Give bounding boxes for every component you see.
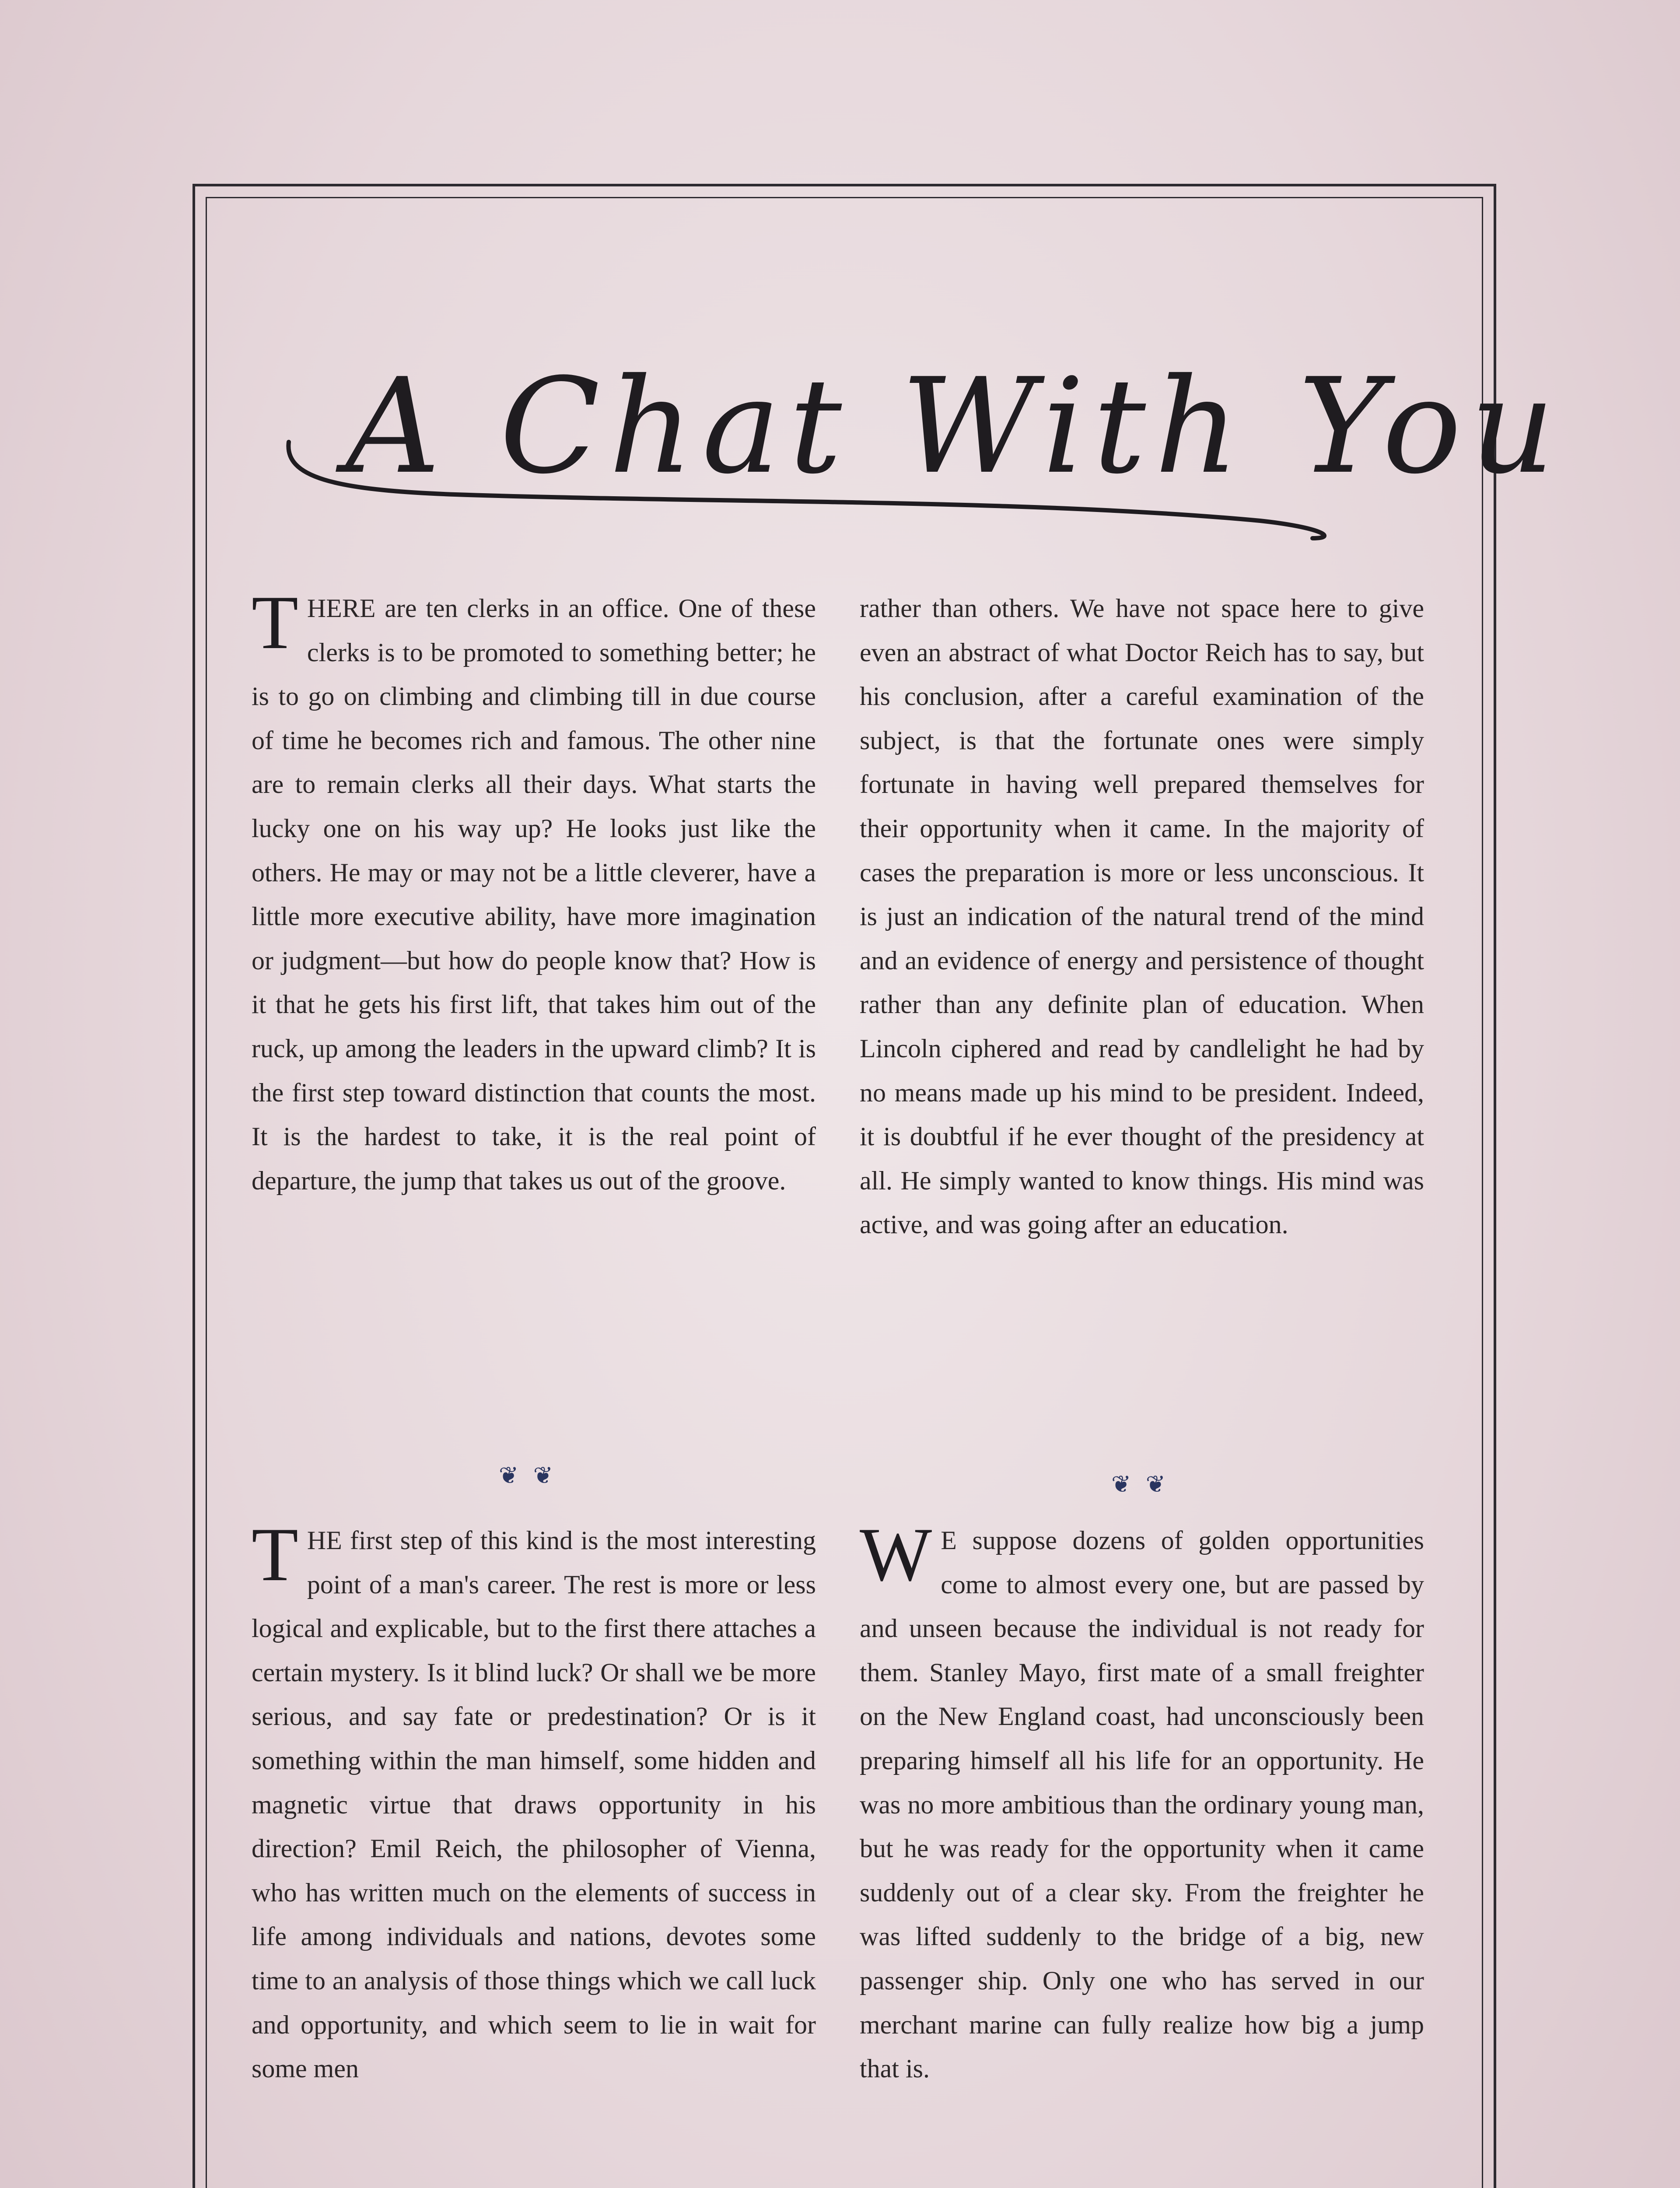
dropcap: T (252, 1512, 298, 1597)
page-title: A Chat With You (346, 350, 1564, 503)
dropcap: W (860, 1512, 932, 1597)
paragraph-text: HERE are ten clerks in an office. One of these clerks is to be promoted to something better; he is to go on climbing and climbing till in due course of time he becomes rich and famous. The other nine are to remain clerks all their days. What starts the lucky one on his way up? He looks just like the others. He may or may not be a little cleverer, have a little more executive ability, have more imagination or judgment—but how do people know that? How is it that he gets his first lift, that takes him out of the ruck, up among the leaders in the upward climb? It is the first step toward distinction that counts the most. It is the hardest to take, it is the real point of departure, the jump that takes us out of the groove. (252, 594, 816, 1195)
column-right-top (860, 586, 1424, 1247)
paragraph-text: E suppose dozens of golden opportunities come to almost every one, but are passed by and unseen because the individual is not ready for them. Stanley Mayo, first mate of a small freighter on the New England coast, had unconsciously been preparing himself all his life for an opportunity. He was no more ambitious than the ordinary young man, but he was ready for the opportunity when it came suddenly out of a clear sky. From the freighter he was lifted suddenly to the bridge of a big, new passenger ship. Only one who has served in our merchant marine can fully realize how big a jump that is. (860, 1526, 1424, 2083)
column-right-bottom (860, 1512, 1424, 2091)
title-block (280, 333, 1564, 560)
paragraph-text: rather than others. We have not space here to give even an abstract of what Doctor Reich has to say, but his conclusion, after a careful examination of the subject, is that the fortunate ones were simply fortunate in having well prepared themselves for their opportunity when it came. In the majority of cases the preparation is more or less unconscious. It is just an indication of the natural trend of the mind and an evidence of energy and persistence of thought rather than any definite plan of education. When Lincoln ciphered and read by candlelight he had by no means made up his mind to be president. Indeed, it is doubtful if he ever thought of the presidency at all. He simply wanted to know things. His mind was active, and was going after an education. (860, 594, 1424, 1239)
column-left-top (252, 580, 816, 1203)
paragraph-text: HE first step of this kind is the most interesting point of a man's career. The rest is more or less logical and explicable, but to the first there attaches a certain mystery. Is it blind luck? Or shall we be more serious, and say fate or predestination? Or is it something within the man himself, some hidden and magnetic virtue that draws opportunity in his direction? Emil Reich, the philosopher of Vienna, who has written much on the elements of success in life among individuals and nations, devotes some time to an analysis of those things which we call luck and opportunity, and which seem to lie in wait for some men (252, 1526, 816, 2083)
leaf-ornament-icon: ❦ ❦ (499, 1462, 557, 1489)
column-left-bottom (252, 1512, 816, 2091)
leaf-ornament-icon: ❦ ❦ (1111, 1471, 1170, 1497)
dropcap: T (252, 580, 298, 665)
